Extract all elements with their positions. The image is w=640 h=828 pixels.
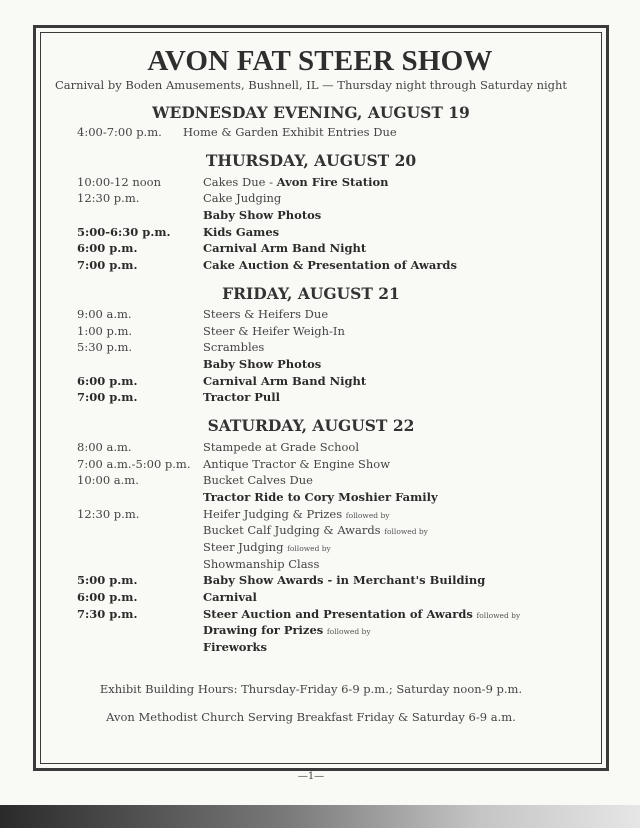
schedule-row: [0, 589, 622, 605]
row-event: Antique Tractor & Engine Show: [203, 457, 391, 471]
schedule-row: [0, 224, 622, 240]
schedule-row: [0, 207, 622, 223]
row-event-note: followed by: [345, 511, 390, 520]
row-event-text: Steer Auction and Presentation of Awards: [203, 607, 473, 621]
row-event-text: Steer Judging: [203, 540, 284, 554]
row-event-emphasis: Avon Fire Station: [276, 175, 389, 189]
row-event: Kids Games: [203, 225, 280, 239]
schedule-row: [0, 124, 622, 140]
schedule-row: [0, 489, 622, 505]
row-event: Baby Show Photos: [203, 357, 322, 371]
schedule-row: [0, 456, 622, 472]
schedule-row: [0, 639, 622, 655]
row-event: Bucket Calves Due: [203, 473, 313, 487]
row-event: Tractor Pull: [203, 390, 281, 404]
row-time: 12:30 p.m.: [77, 191, 140, 205]
schedule-row: [0, 257, 622, 273]
row-time: 7:30 p.m.: [77, 607, 138, 621]
row-time: 1:00 p.m.: [77, 324, 133, 338]
schedule-row: [0, 240, 622, 256]
schedule-row: [0, 606, 622, 622]
schedule-row: [0, 439, 622, 455]
row-event: [203, 622, 371, 640]
row-event: Baby Show Awards - in Merchant's Building: [203, 573, 486, 587]
row-event: Carnival Arm Band Night: [203, 374, 367, 388]
row-event-note: followed by: [384, 527, 428, 536]
row-event-note: followed by: [287, 544, 331, 553]
schedule-row: [0, 190, 622, 206]
schedule-row: [0, 389, 622, 405]
schedule-row: [0, 472, 622, 488]
row-time: 7:00 p.m.: [77, 258, 138, 272]
schedule-row: [0, 572, 622, 588]
row-event: Scrambles: [203, 340, 265, 354]
row-event-note: followed by: [476, 611, 521, 620]
schedule-row: [0, 339, 622, 355]
row-time: 5:00-6:30 p.m.: [77, 225, 171, 239]
row-event-text: Cakes Due -: [203, 175, 277, 189]
row-event: Baby Show Photos: [203, 208, 322, 222]
day-heading-friday: FRIDAY, AUGUST 21: [222, 284, 400, 303]
row-time: 5:00 p.m.: [77, 573, 138, 587]
schedule-row: [0, 506, 622, 522]
row-time: 12:30 p.m.: [77, 507, 140, 521]
breakfast-note: Avon Methodist Church Serving Breakfast Friday & Saturday 6-9 a.m.: [106, 710, 516, 724]
row-event: Carnival: [203, 590, 257, 604]
exhibit-hours-note: Exhibit Building Hours: Thursday-Friday 6-9 p.m.; Saturday noon-9 p.m.: [99, 682, 523, 696]
schedule-row: [0, 323, 622, 339]
day-heading-thursday: THURSDAY, AUGUST 20: [205, 151, 417, 170]
row-event-text: Bucket Calf Judging & Awards: [203, 523, 381, 537]
row-event: Steer & Heifer Weigh-In: [203, 324, 345, 338]
schedule-row: [0, 556, 622, 572]
schedule-row: [0, 174, 622, 190]
row-time: 5:30 p.m.: [77, 340, 133, 354]
schedule-row: [0, 522, 622, 538]
row-event: Fireworks: [203, 640, 267, 654]
row-time: 10:00-12 noon: [77, 175, 161, 189]
row-time: 4:00-7:00 p.m.: [77, 125, 162, 139]
schedule-row: [0, 539, 622, 555]
row-event: Stampede at Grade School: [203, 440, 359, 454]
row-event: Carnival Arm Band Night: [203, 241, 367, 255]
row-time: 6:00 p.m.: [77, 374, 138, 388]
row-time: 6:00 p.m.: [77, 241, 138, 255]
row-event: Tractor Ride to Cory Moshier Family: [203, 490, 438, 504]
row-event: Cake Judging: [203, 191, 282, 205]
page-title: AVON FAT STEER SHOW: [147, 45, 493, 77]
row-event: Home & Garden Exhibit Entries Due: [183, 125, 397, 139]
row-time: 8:00 a.m.: [77, 440, 132, 454]
row-time: 6:00 p.m.: [77, 590, 138, 604]
row-event-text: Heifer Judging & Prizes: [203, 507, 343, 521]
page-subtitle: Carnival by Boden Amusements, Bushnell, IL — Thursday night through Saturday night: [54, 78, 568, 92]
row-event: Cake Auction & Presentation of Awards: [203, 258, 457, 272]
schedule-row: [0, 356, 622, 372]
row-event: Showmanship Class: [203, 557, 320, 571]
row-time: 7:00 p.m.: [77, 390, 138, 404]
schedule-row: [0, 622, 622, 638]
row-time: 10:00 a.m.: [77, 473, 139, 487]
row-time: 9:00 a.m.: [77, 307, 132, 321]
row-event: [203, 539, 331, 557]
day-heading-saturday: SATURDAY, AUGUST 22: [207, 416, 415, 435]
schedule-row: [0, 373, 622, 389]
row-event: Steers & Heifers Due: [203, 307, 329, 321]
scan-edge-bar: [0, 805, 640, 828]
day-heading-wednesday: WEDNESDAY EVENING, AUGUST 19: [152, 103, 470, 122]
row-event: [203, 174, 389, 190]
row-time: 7:00 a.m.-5:00 p.m.: [77, 457, 191, 471]
page-number: —1—: [297, 771, 325, 782]
row-event: [203, 522, 428, 540]
row-event-text: Drawing for Prizes: [203, 623, 324, 637]
row-event-note: followed by: [326, 627, 371, 636]
schedule-row: [0, 306, 622, 322]
